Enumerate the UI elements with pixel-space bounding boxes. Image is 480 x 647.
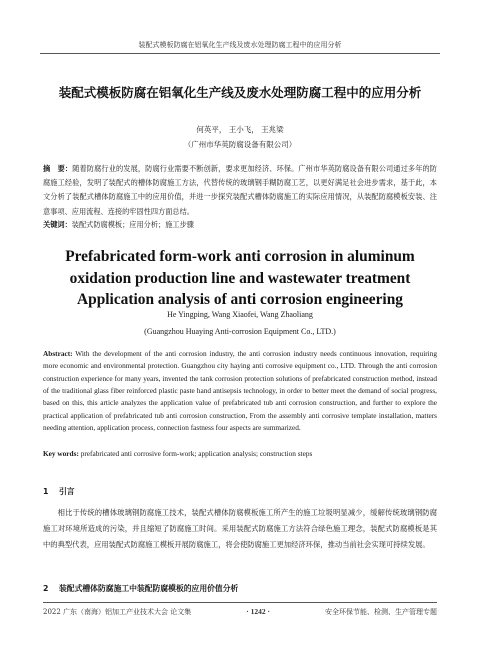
english-title: Prefabricated form-work anti corrosion in aluminum oxidation production line and wastewater treatment Application analysis of anti corrosion engineering <box>65 248 415 308</box>
english-abstract <box>43 348 437 434</box>
english-abstract-label: Abstract: <box>43 349 73 358</box>
english-abstract-text: With the development of the anti corrosion industry, the anti corrosion industry needs continuous innovation, requiring more economic and environmental protection. Guangzhou city haying anti corrosive equipment co., LTD. Through the anti corrosion construction experience for many years, invented the tank corrosion protection solutions of prefabricated construction method, instead of the traditional glass fiber reinforced plastic paste hand antisepsis technology, in order to better meet the demand of social progress, based on this, this article analyzes the application value of prefabricated tub anti corrosion construction, and further to explore the practical application of prefabricated tub anti corrosion construction, From the assembly anti corrosive template installation, matters needing attention, application process, connection fastness four aspects are summarized. <box>43 349 437 433</box>
chinese-keywords <box>43 220 437 230</box>
chinese-abstract-label: 摘 要： <box>43 164 73 173</box>
chinese-abstract-text: 随着防腐行业的发展，防腐行业需要不断创新，要求更加经济、环保。广州市华英防腐设备有限公司通过多年的防腐施工经验，发明了装配式的槽体防腐施工方法，代替传统的玻璃钢手糊防腐工艺，以更好满足社会进步需求，基于此，本文分析了装配式槽体防腐施工中的应用价值，并进一步探究装配式槽体防腐施工的实际应用情况，从装配防腐模板安装、注意事项、应用流程、连接的牢固性四方面总结。 <box>43 164 437 216</box>
english-authors: He Yingping, Wang Xiaofei, Wang Zhaoliang <box>167 310 313 319</box>
english-affiliation: (Guangzhou Huaying Anti-corrosion Equipment Co., LTD.) <box>144 327 336 336</box>
english-keywords-text: prefabricated anti corrosive form-work; application analysis; construction steps <box>80 449 313 458</box>
section-2-heading <box>43 583 238 594</box>
footer-topic: 安全环保节能、检测、生产管理专题 <box>325 608 437 616</box>
chinese-abstract <box>43 162 437 219</box>
footer-proceedings: 2022 广东（南海）铝加工产业技术大会 论文集 <box>43 608 192 616</box>
section-2-number: 2 <box>43 584 49 593</box>
page-number: · 1242 · <box>246 607 271 616</box>
chinese-keywords-label: 关键词： <box>43 220 72 229</box>
section-1-paragraph: 相比于传统的槽体玻璃钢防腐施工技术，装配式槽体防腐模板施工所产生的施工垃圾明显减少，缓解传统玻璃钢防腐施工对环境所造成的污染，并且缩短了防腐施工时间。采用装配式防腐施工方法符合绿色施工理念，装配式防腐模板是其中的典型代表，应用装配式防腐施工模板开展防腐施工，将会使防腐施工更加经济环保，推动当前社会实现可持续发展。 <box>43 508 437 550</box>
chinese-authors: 何英平， 王小飞， 王兆梁 <box>196 125 284 134</box>
section-1-number: 1 <box>43 487 49 496</box>
english-keywords-label: Key words: <box>43 449 79 458</box>
section-2-title: 装配式槽体防腐施工中装配防腐模板的应用价值分析 <box>59 584 239 593</box>
page-footer <box>43 602 437 617</box>
running-head: 装配式模板防腐在铝氧化生产线及废水处理防腐工程中的应用分析 <box>40 40 440 54</box>
chinese-keywords-text: 装配式防腐模板；应用分析；施工步骤 <box>71 220 194 229</box>
chinese-title: 装配式模板防腐在铝氧化生产线及废水处理防腐工程中的应用分析 <box>58 85 422 100</box>
section-1-title: 引言 <box>59 487 75 496</box>
english-keywords <box>43 449 437 458</box>
section-1-heading <box>43 486 75 497</box>
chinese-affiliation: （广州市华英防腐设备有限公司） <box>183 140 297 149</box>
